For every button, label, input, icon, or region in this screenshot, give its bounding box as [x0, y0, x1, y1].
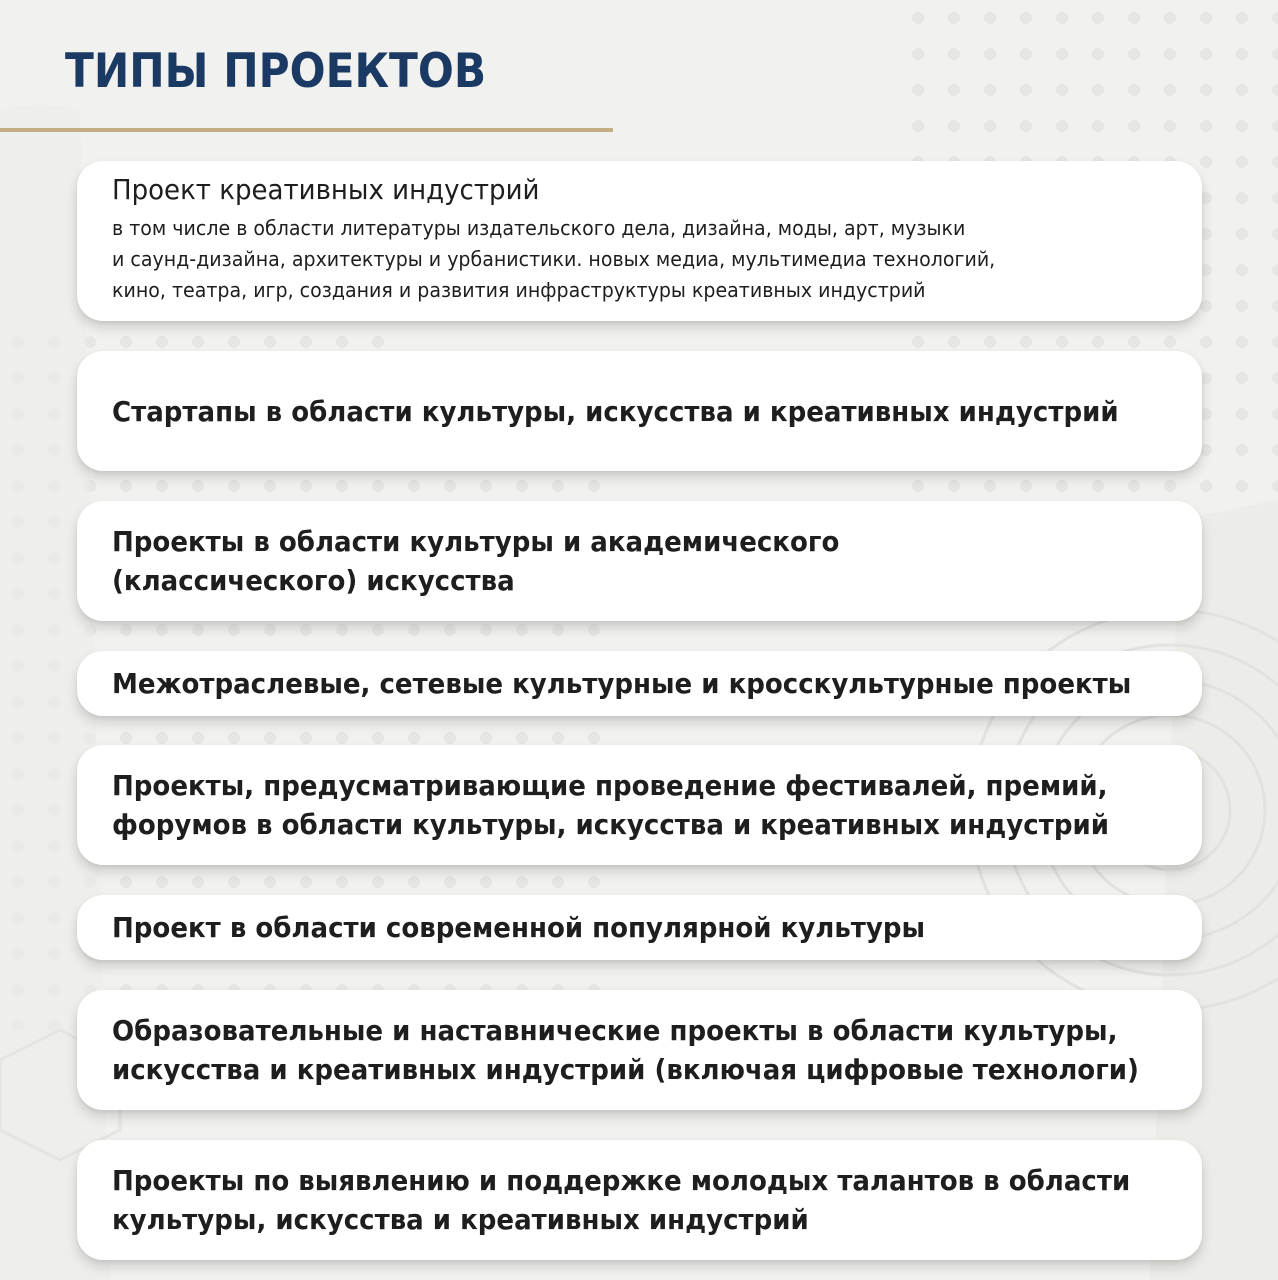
card-young-talents [77, 1140, 1202, 1260]
card-title-line2: культуры, искусства и креативных индустрий [112, 1203, 809, 1236]
card-description-line: в том числе в области литературы издательского дела, дизайна, моды, арт, музыки [112, 216, 966, 240]
card-title-line2: форумов в области культуры, искусства и креативных индустрий [112, 808, 1109, 841]
card-title: Стартапы в области культуры, искусства и креативных индустрий [112, 394, 1119, 428]
card-creative-industries [77, 161, 1202, 321]
card-title: Проекты, предусматривающие проведение фестивалей, премий, [112, 769, 1108, 802]
card-title: Межотраслевые, сетевые культурные и кросскультурные проекты [112, 667, 1132, 700]
card-description [112, 213, 1129, 306]
card-intersectoral [77, 651, 1202, 716]
card-title: Проекты в области культуры и академического [112, 525, 840, 558]
card-title: Образовательные и наставнические проекты в области культуры, [112, 1014, 1118, 1047]
card-title-line2: (классического) искусства [112, 564, 515, 597]
card-popular-culture [77, 895, 1202, 960]
card-education [77, 990, 1202, 1110]
card-description-line: и саунд-дизайна, архитектуры и урбанистики. новых медиа, мультимедиа технологий, [112, 247, 996, 271]
card-title-line2: искусства и креативных индустрий (включая цифровые технологи) [112, 1053, 1139, 1086]
page-title: ТИПЫ ПРОЕКТОВ [65, 44, 487, 99]
card-title: Проект в области современной популярной культуры [112, 911, 926, 944]
card-description-line: кино, театра, игр, создания и развития инфраструктуры креативных индустрий [112, 278, 926, 302]
card-festivals [77, 745, 1202, 865]
card-title: Проект креативных индустрий [112, 173, 540, 206]
card-academic-art [77, 501, 1202, 621]
card-startups [77, 351, 1202, 471]
title-underline [0, 128, 613, 132]
card-title: Проекты по выявлению и поддержке молодых талантов в области [112, 1164, 1131, 1197]
